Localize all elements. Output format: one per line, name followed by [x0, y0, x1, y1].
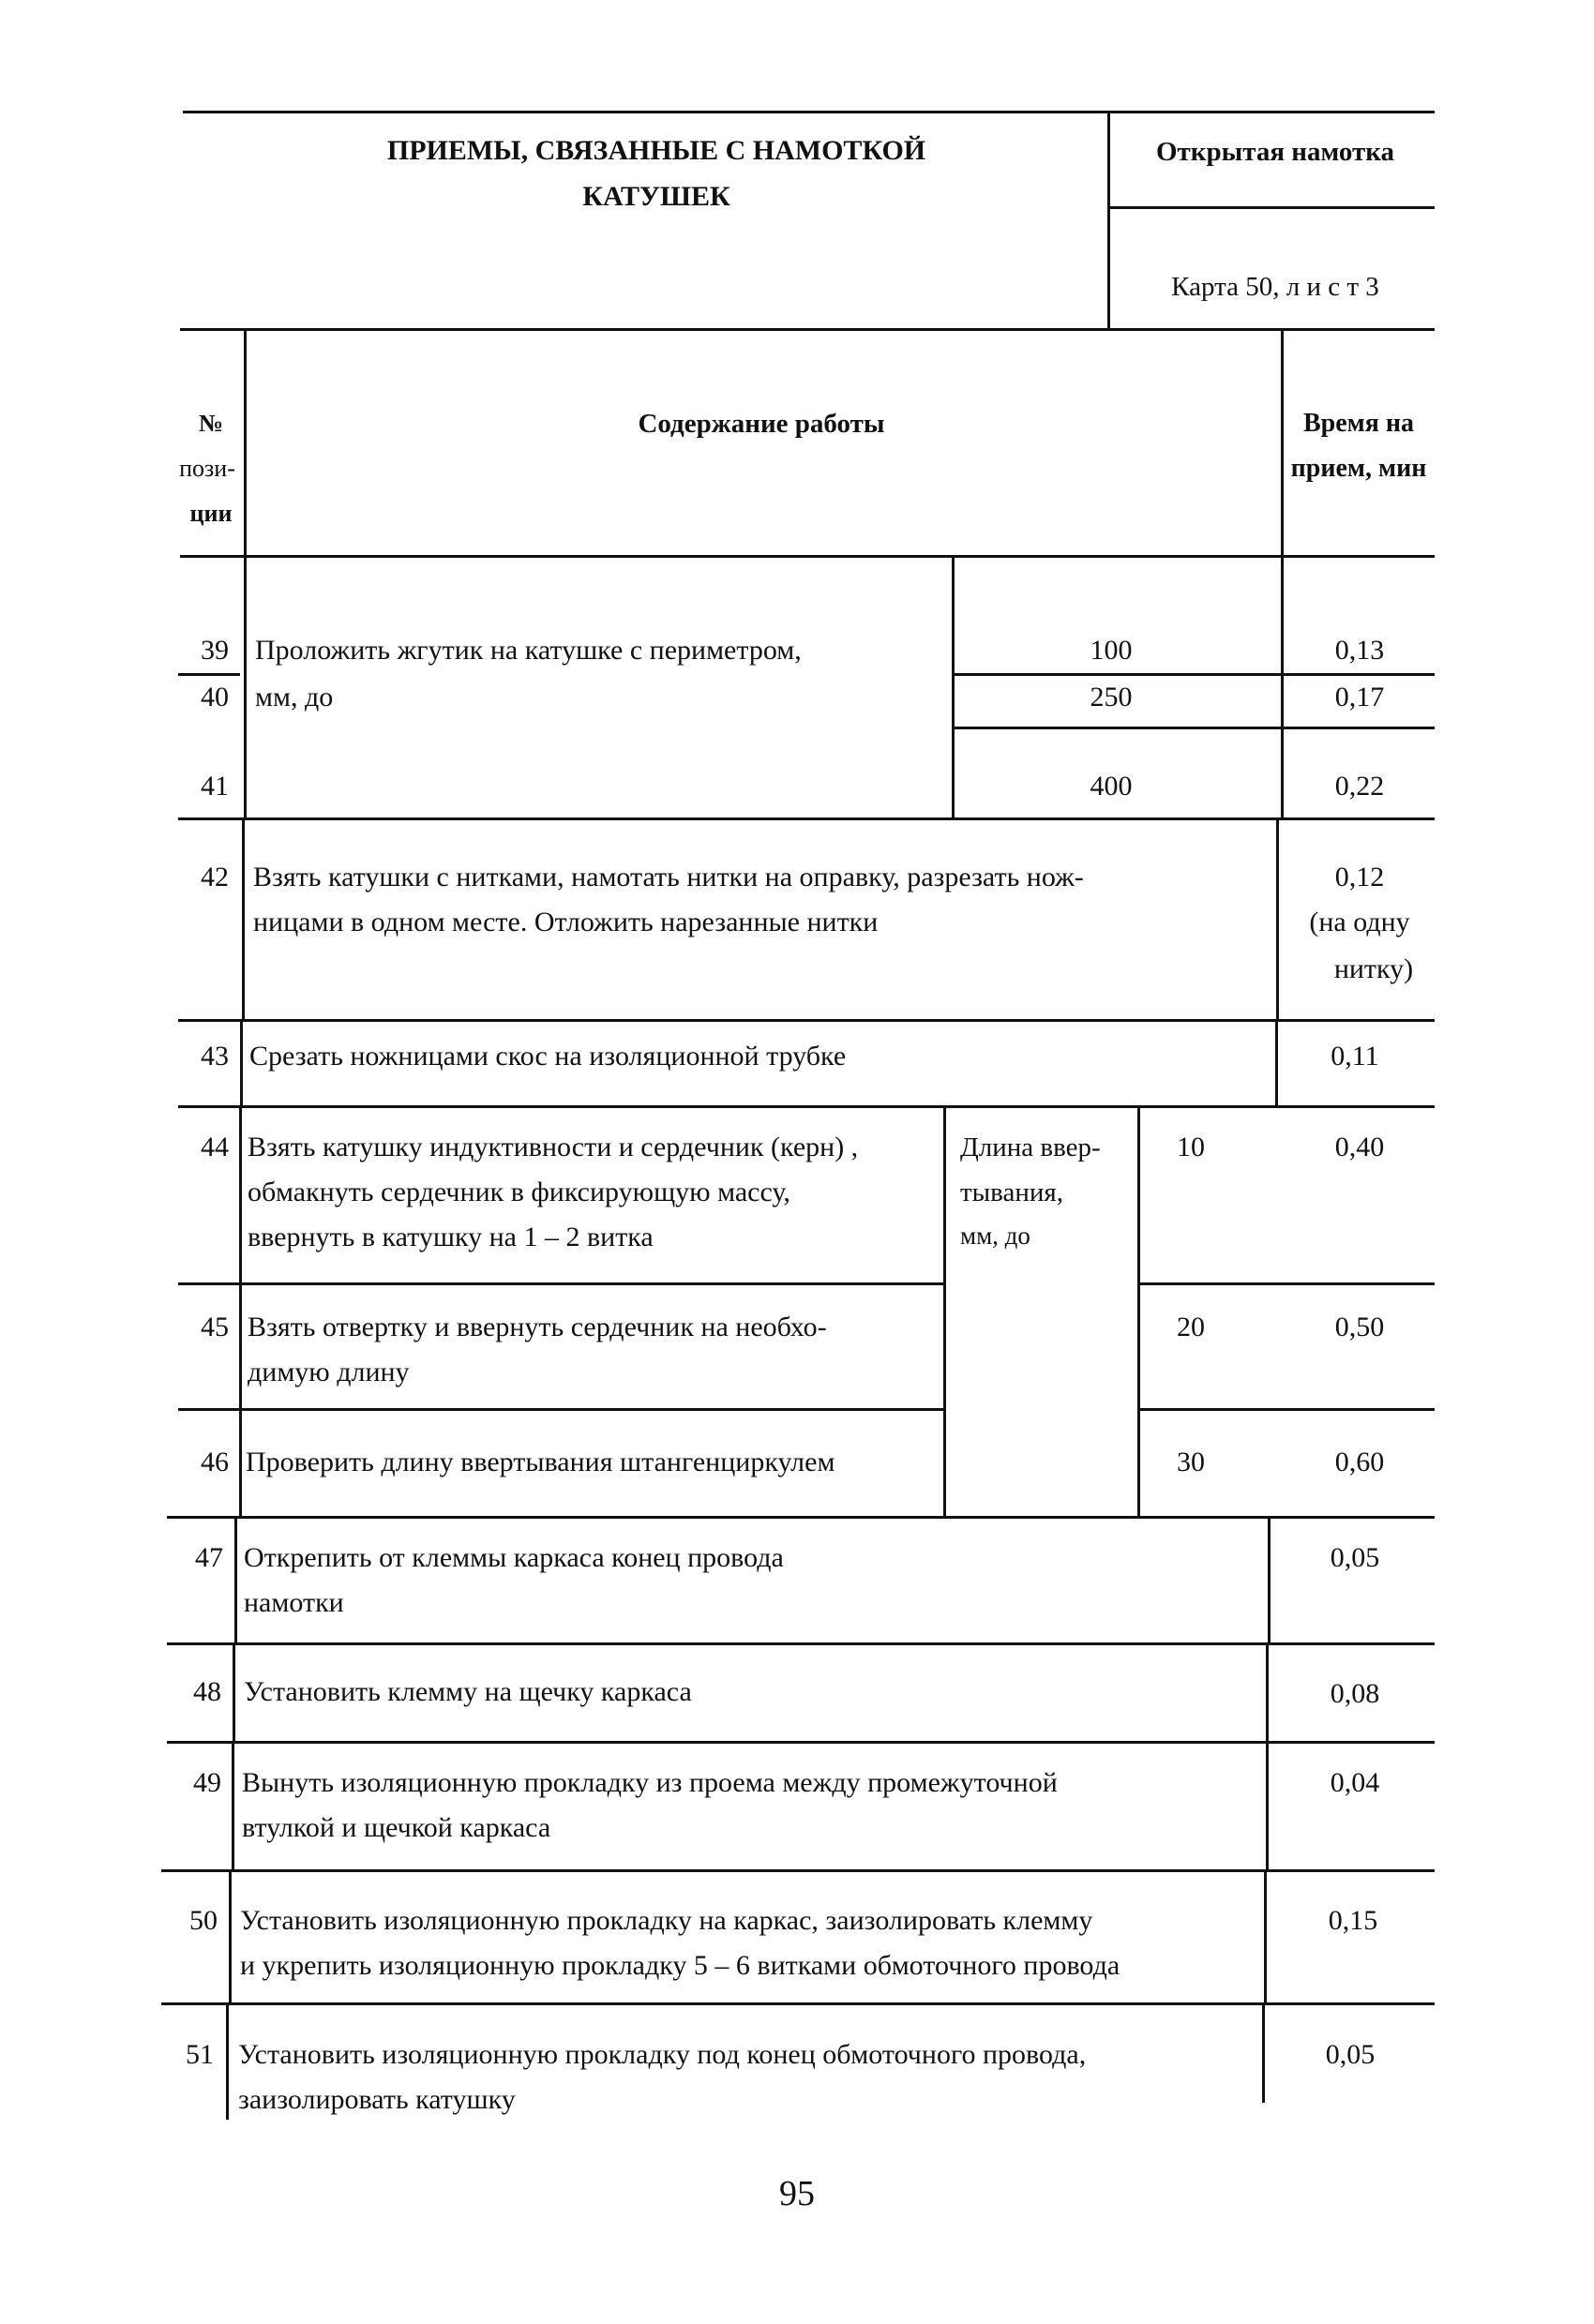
row-48-number: 48 — [193, 1676, 221, 1707]
column-header-bottom-rule — [180, 555, 1435, 558]
row44-bottom-rule-right — [1138, 1282, 1435, 1285]
row43-pos-divider — [240, 1019, 243, 1105]
row-48-time: 0,08 — [1330, 1678, 1380, 1709]
row-47-time: 0,05 — [1330, 1542, 1380, 1573]
row45-bottom-rule-right — [1138, 1408, 1435, 1411]
header-right-rule — [1108, 206, 1435, 209]
row49-pos-divider — [232, 1741, 234, 1869]
row-48-content: Установить клемму на щечку каркаса — [244, 1676, 692, 1707]
row39-41-pos-divider — [244, 555, 247, 817]
row-43-content: Срезать ножницами скос на изоляционной трубке — [249, 1041, 847, 1072]
row47-bottom-rule — [167, 1642, 1435, 1645]
row46-bottom-rule — [167, 1516, 1435, 1519]
header-divider — [1107, 111, 1110, 328]
row-44-46-parameter-line1: Длина ввер- — [960, 1132, 1101, 1162]
row40-value-rule — [953, 727, 1435, 729]
row-44-46-parameter-line2: тывания, — [960, 1177, 1063, 1207]
row-44-content-line1: Взять катушку индуктивности и сердечник (керн) , — [248, 1132, 859, 1162]
row-44-46-parameter-line3: мм, до — [960, 1222, 1030, 1250]
row42-pos-divider — [242, 817, 245, 1019]
row48-pos-divider — [233, 1642, 235, 1741]
document-title-line2: КАТУШЕК — [582, 181, 730, 212]
row50-pos-divider — [229, 1869, 232, 2002]
row-41-value: 400 — [1090, 771, 1133, 802]
row-42-number: 42 — [201, 862, 229, 892]
row-47-content-line2: намотки — [244, 1587, 344, 1618]
row-49-time: 0,04 — [1330, 1767, 1380, 1798]
document-title-line1: ПРИЕМЫ, СВЯЗАННЫЕ С НАМОТКОЙ — [386, 135, 926, 166]
row44-46-pos-divider — [239, 1105, 242, 1516]
column-header-time-line2: прием, мин — [1290, 454, 1427, 483]
row-44-value: 10 — [1177, 1132, 1205, 1162]
row-42-time: 0,12 — [1334, 862, 1385, 892]
row-51-number: 51 — [186, 2039, 214, 2070]
column-header-pos-line3: ции — [189, 500, 233, 527]
row47-pos-divider — [234, 1516, 237, 1642]
row44-bottom-rule-left — [178, 1282, 943, 1285]
row-46-content: Проверить длину ввертывания штангенциркулем — [246, 1447, 835, 1477]
row-40-value: 250 — [1090, 682, 1133, 712]
page-number: 95 — [779, 2174, 815, 2213]
row-45-content-line1: Взять отвертку и ввернуть сердечник на необхо- — [248, 1312, 827, 1342]
row45-bottom-rule-left — [178, 1408, 943, 1411]
row41-bottom-rule — [178, 817, 1435, 820]
row-46-value: 30 — [1177, 1447, 1205, 1477]
row-40-number: 40 — [201, 682, 229, 712]
row-43-number: 43 — [201, 1041, 229, 1072]
row-44-time: 0,40 — [1334, 1132, 1385, 1162]
row-39-time: 0,13 — [1334, 635, 1385, 666]
row-45-content-line2: димую длину — [248, 1357, 410, 1387]
row-44-content-line3: ввернуть в катушку на 1 – 2 витка — [248, 1222, 654, 1252]
column-header-pos-line1: № — [198, 410, 224, 437]
row51-pos-divider — [226, 2002, 229, 2120]
row-44-number: 44 — [201, 1132, 229, 1162]
row-49-content-line2: втулкой и щечкой каркаса — [242, 1812, 551, 1843]
row49-bottom-rule — [161, 1869, 1435, 1872]
row-43-time: 0,11 — [1331, 1041, 1379, 1072]
row-39-41-content-line2: мм, до — [255, 682, 334, 712]
row-50-content-line1: Установить изоляционную прокладку на каркас, заизолировать клемму — [240, 1905, 1093, 1936]
column-header-pos-line2: пози- — [179, 455, 235, 482]
row-40-time: 0,17 — [1334, 682, 1385, 712]
row-50-content-line2: и укрепить изоляционную прокладку 5 – 6 витками обмоточного провода — [240, 1950, 1120, 1981]
row-49-content-line1: Вынуть изоляционную прокладку из проема между промежуточной — [242, 1767, 1058, 1798]
column-header-time-line1: Время на — [1302, 409, 1415, 438]
row-49-number: 49 — [193, 1767, 221, 1798]
row39-41-value-divider — [952, 555, 955, 817]
row-42-time-note-line2: нитку) — [1333, 953, 1414, 984]
row-42-time-note-line1: (на одну — [1309, 907, 1410, 937]
row-50-number: 50 — [189, 1905, 218, 1936]
row-51-content-line1: Установить изоляционную прокладку под конец обмоточного провода, — [238, 2039, 1087, 2070]
row48-bottom-rule — [167, 1741, 1435, 1744]
row-41-number: 41 — [201, 771, 229, 802]
row-51-time: 0,05 — [1325, 2039, 1376, 2070]
row-39-41-content-line1: Проложить жгутик на катушке с периметром, — [255, 635, 802, 666]
row44-46-param-divider — [943, 1105, 946, 1516]
header-top-rule — [183, 111, 1435, 113]
row-46-time: 0,60 — [1334, 1447, 1385, 1477]
column-header-content: Содержание работы — [638, 409, 885, 439]
row43-bottom-rule — [178, 1105, 1435, 1108]
row-39-number: 39 — [201, 635, 229, 666]
row-45-value: 20 — [1177, 1312, 1205, 1342]
row50-bottom-rule — [161, 2002, 1435, 2005]
table-top-rule — [180, 328, 1435, 331]
row-44-content-line2: обмакнуть сердечник в фиксирующую массу, — [248, 1177, 790, 1207]
section-label: Открытая намотка — [1155, 137, 1395, 167]
row-42-content-line1: Взять катушки с нитками, намотать нитки на оправку, разрезать нож- — [253, 862, 1084, 892]
row-46-number: 46 — [201, 1447, 229, 1477]
card-label: Карта 50, л и с т 3 — [1171, 272, 1379, 302]
row42-bottom-rule — [178, 1019, 1435, 1022]
row-47-number: 47 — [195, 1542, 223, 1573]
row-42-content-line2: ницами в одном месте. Отложить нарезанные нитки — [253, 907, 879, 937]
row-39-value: 100 — [1090, 635, 1133, 666]
row-45-time: 0,50 — [1334, 1312, 1385, 1342]
row-50-time: 0,15 — [1328, 1905, 1378, 1936]
row-41-time: 0,22 — [1334, 771, 1385, 802]
row-51-content-line2: заизолировать катушку — [238, 2084, 516, 2115]
row-45-number: 45 — [201, 1312, 229, 1342]
row-47-content-line1: Открепить от клеммы каркаса конец провода — [244, 1542, 784, 1573]
